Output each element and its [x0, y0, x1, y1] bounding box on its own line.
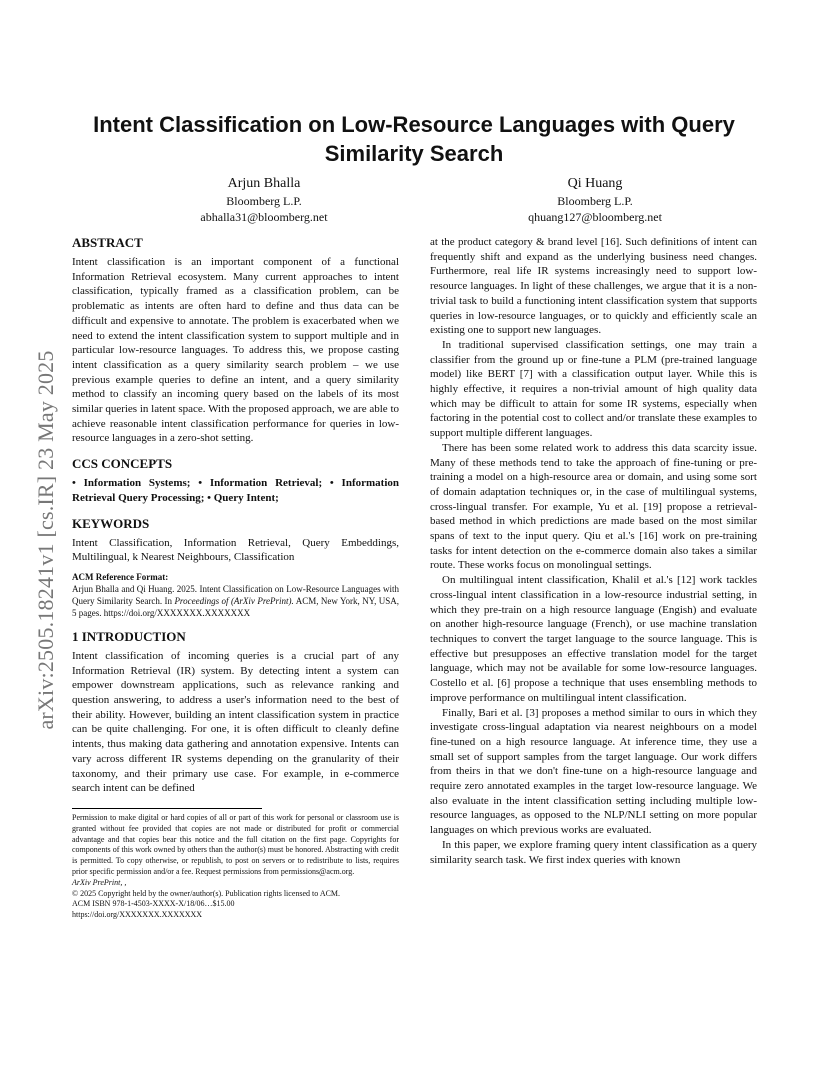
reference-format-text [72, 583, 399, 619]
paragraph: In traditional supervised classification settings, one may train a classifier from the ground up or fine-tune a PLM (pre-trained language model) like BERT [7] with a classification output layer. While this is highly effective, it requires a non-trivial amount of high quality data which may be difficult to attain for some IR systems, especially when factoring in the potential cost to collect and/or translate these examples to support multiple different languages. [430, 338, 757, 440]
reference-text-after: ACM, New York, NY, USA, 5 pages. https://doi.org/XXXXXXX.XXXXXXX [72, 595, 399, 618]
author-email: qhuang127@bloomberg.net [528, 210, 662, 224]
author-name: Arjun Bhalla [227, 176, 301, 191]
footnote-doi: https://doi.org/XXXXXXX.XXXXXXX [72, 910, 203, 920]
footnote-copyright: © 2025 Copyright held by the owner/author(s). Publication rights licensed to ACM. [72, 888, 341, 898]
abstract-text: Intent classification is an important component of a functional Information Retrieval ecosystem. Many current approaches to intent classification, typically framed as a classification problem, can be problematic as intents are often hard to define and thus data can be difficult and expensive to annotate. The problem is exacerbated when we need to extend the intent classification system to support multiple and in particular low-resource languages. To address this, we propose casting intent classification as a query similarity search problem – we use previous example queries to define an intent, and a query similarity method to classify an incoming query based on the labels of its most similar queries in latent space. With the proposed approach, we are able to achieve reasonable intent classification performance for queries in low-resource languages in a zero-shot setting. [72, 256, 399, 445]
ccs-text: • Information Systems; • Information Retrieval; • Information Retrieval Query Processing; • Query Intent; [72, 477, 399, 504]
reference-format-heading: ACM Reference Format: [72, 571, 169, 582]
reference-text-before: Arjun Bhalla and Qi Huang. 2025. Intent Classification on Low-Resource Languages with Query Similarity Search. In [72, 583, 399, 606]
left-column [72, 235, 399, 921]
author-affiliation: Bloomberg L.P. [557, 194, 633, 208]
paragraph: On multilingual intent classification, Khalil et al.'s [12] work tackles cross-lingual intent classification in a low-resource industrial setting, in which they pre-train on a high resource language (Engish) and evaluate on another high-resource language (French), or use machine translation techniques to convert the target language to the source language. This is effective but presupposes an effective translation model for the target language, which may not be available for some low-resource languages. Costello et al. [6] propose a technique that uses ensembling methods to improve performance on multilingual intent classification. [430, 574, 757, 704]
intro-paragraph: Intent classification of incoming queries is a crucial part of any Information Retrieval (IR) system. By detecting intent a system can empower downstream applications, such as relevance ranking and question answering, to address a user's information need to the best of their ability. However, building an intent classification system in practice can be quite challenging. For one, it is often difficult to cleanly define intents, thus making data gathering and annotation expensive. Intents can vary across different IR systems depending on the granularity of their taxonomy, and their primary use case. For example, in e-commerce search intent can be defined [72, 649, 399, 795]
paper-title: Intent Classification on Low-Resource Languages with Query Similarity Search [93, 112, 735, 166]
paragraph: There has been some related work to address this data scarcity issue. Many of these methods tend to take the approach of fine-tuning or pre-training a model on a high-resource area or domain, and using some sort of domain adaptation techniques or, in the case of multilingual systems, cross-lingual transfer. For example, Yu et al. [19] propose a retrieval-based method in which predictions are made based on the most similar spans of text to the input query. Qiu et al.'s [16] work on pre-training tasks for intent detection on the e-commerce domain also takes a similar route. These works focus on monolingual settings. [430, 441, 757, 572]
abstract-heading: ABSTRACT [72, 235, 143, 250]
paragraph: at the product category & brand level [16]. Such definitions of intent can frequently shift and expand as the underlying business need changes. Furthermore, real life IR systems increasingly need to support low-resource languages. In light of these challenges, we argue that it is a non-trivial task to build a functioning intent classification system that supports queries in low-resource languages, or to quickly and efficiently scale an existing one to support new languages. [430, 236, 757, 337]
keywords-text: Intent Classification, Information Retrieval, Query Embeddings, Multilingual, k Nearest Neighbours, Classification [72, 536, 399, 564]
reference-venue: Proceedings of (ArXiv PrePrint). [174, 595, 294, 606]
right-column [430, 235, 757, 867]
author-name: Qi Huang [567, 176, 623, 191]
ccs-heading: CCS CONCEPTS [72, 456, 173, 472]
author-email: abhalla31@bloomberg.net [200, 210, 328, 224]
footnote-permission: Permission to make digital or hard copies of all or part of this work for personal or classroom use is granted without fee provided that copies are not made or distributed for profit or commercial advantage and that copies bear this notice and the full citation on the first page. Copyrights for components of this work owned by others than the author(s) must be honored. Abstracting with credit is permitted. To copy otherwise, or republish, to post on servers or to redistribute to lists, requires prior specific permission and/or a fee. Request permissions from permissions@acm.org. [72, 812, 399, 876]
footnote-venue: ArXiv PrePrint, , [72, 877, 127, 887]
keywords-heading: KEYWORDS [72, 515, 150, 531]
paragraph: In this paper, we explore framing query intent classification as a query similarity search task. We first index queries with known [430, 838, 757, 866]
paragraph: Finally, Bari et al. [3] proposes a method similar to ours in which they investigate cross-lingual adaptation via nearest neighbours on a model fine-tuned on a high resource language. At inference time, they use a small set of support samples from the target language. Our work differs from theirs in that we don't fine-tune on a high-resource language and require zero annotated examples in the target low-resource language. We also evaluate in the intent classification setting including multiple low-resource languages, as opposed to the NLP/NLI setting on more popular languages on which previous works are evaluated. [430, 706, 757, 837]
footnote-isbn: ACM ISBN 978-1-4503-XXXX-X/18/06…$15.00 [72, 899, 235, 909]
author-block [445, 175, 745, 225]
author-block [114, 175, 414, 225]
intro-heading: 1 INTRODUCTION [72, 628, 186, 644]
arxiv-stamp: arXiv:2505.18241v1 [cs.IR] 23 May 2025 [33, 350, 58, 730]
author-affiliation: Bloomberg L.P. [226, 194, 302, 208]
